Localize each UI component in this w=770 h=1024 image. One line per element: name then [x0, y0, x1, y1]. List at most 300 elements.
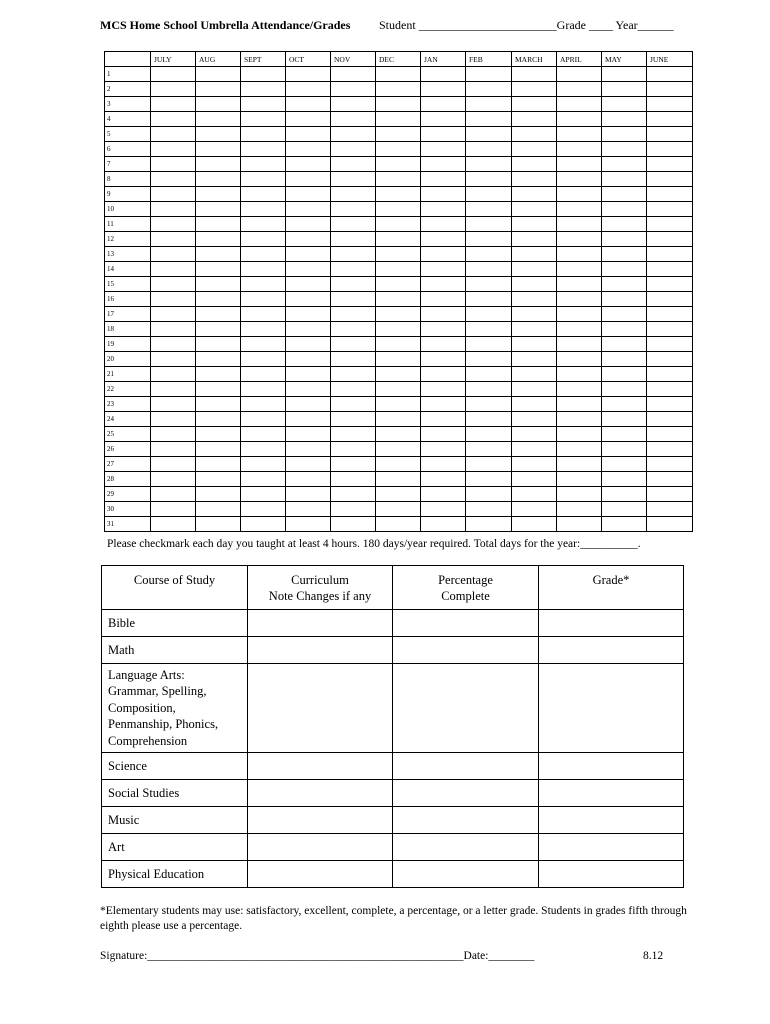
attendance-checkbox-cell[interactable]	[512, 307, 557, 322]
attendance-checkbox-cell[interactable]	[647, 82, 693, 97]
attendance-checkbox-cell[interactable]	[421, 187, 466, 202]
attendance-checkbox-cell[interactable]	[512, 262, 557, 277]
attendance-checkbox-cell[interactable]	[196, 142, 241, 157]
attendance-checkbox-cell[interactable]	[286, 517, 331, 532]
attendance-checkbox-cell[interactable]	[602, 367, 647, 382]
attendance-checkbox-cell[interactable]	[286, 97, 331, 112]
attendance-checkbox-cell[interactable]	[602, 502, 647, 517]
attendance-checkbox-cell[interactable]	[421, 337, 466, 352]
grade-cell[interactable]	[539, 637, 684, 664]
attendance-checkbox-cell[interactable]	[557, 487, 602, 502]
attendance-checkbox-cell[interactable]	[286, 202, 331, 217]
attendance-checkbox-cell[interactable]	[241, 217, 286, 232]
attendance-checkbox-cell[interactable]	[466, 292, 512, 307]
attendance-checkbox-cell[interactable]	[466, 412, 512, 427]
attendance-checkbox-cell[interactable]	[512, 97, 557, 112]
attendance-checkbox-cell[interactable]	[602, 442, 647, 457]
attendance-checkbox-cell[interactable]	[466, 217, 512, 232]
attendance-checkbox-cell[interactable]	[286, 157, 331, 172]
attendance-checkbox-cell[interactable]	[196, 292, 241, 307]
attendance-checkbox-cell[interactable]	[196, 472, 241, 487]
attendance-checkbox-cell[interactable]	[602, 82, 647, 97]
attendance-checkbox-cell[interactable]	[151, 442, 196, 457]
attendance-checkbox-cell[interactable]	[557, 352, 602, 367]
attendance-checkbox-cell[interactable]	[602, 67, 647, 82]
attendance-checkbox-cell[interactable]	[196, 427, 241, 442]
attendance-checkbox-cell[interactable]	[602, 262, 647, 277]
percentage-cell[interactable]	[393, 610, 539, 637]
attendance-checkbox-cell[interactable]	[602, 232, 647, 247]
attendance-checkbox-cell[interactable]	[331, 67, 376, 82]
attendance-checkbox-cell[interactable]	[286, 112, 331, 127]
attendance-checkbox-cell[interactable]	[286, 172, 331, 187]
attendance-checkbox-cell[interactable]	[331, 292, 376, 307]
attendance-checkbox-cell[interactable]	[466, 397, 512, 412]
attendance-checkbox-cell[interactable]	[331, 142, 376, 157]
attendance-checkbox-cell[interactable]	[151, 352, 196, 367]
attendance-checkbox-cell[interactable]	[466, 382, 512, 397]
attendance-checkbox-cell[interactable]	[466, 232, 512, 247]
attendance-checkbox-cell[interactable]	[421, 247, 466, 262]
attendance-checkbox-cell[interactable]	[512, 442, 557, 457]
attendance-checkbox-cell[interactable]	[421, 352, 466, 367]
attendance-checkbox-cell[interactable]	[466, 202, 512, 217]
attendance-checkbox-cell[interactable]	[512, 412, 557, 427]
attendance-checkbox-cell[interactable]	[557, 157, 602, 172]
attendance-checkbox-cell[interactable]	[647, 427, 693, 442]
attendance-checkbox-cell[interactable]	[151, 217, 196, 232]
attendance-checkbox-cell[interactable]	[557, 322, 602, 337]
attendance-checkbox-cell[interactable]	[331, 262, 376, 277]
attendance-checkbox-cell[interactable]	[376, 157, 421, 172]
attendance-checkbox-cell[interactable]	[241, 67, 286, 82]
attendance-checkbox-cell[interactable]	[602, 292, 647, 307]
attendance-checkbox-cell[interactable]	[466, 142, 512, 157]
attendance-checkbox-cell[interactable]	[286, 127, 331, 142]
attendance-checkbox-cell[interactable]	[557, 472, 602, 487]
attendance-checkbox-cell[interactable]	[241, 502, 286, 517]
attendance-checkbox-cell[interactable]	[557, 427, 602, 442]
attendance-checkbox-cell[interactable]	[331, 112, 376, 127]
attendance-checkbox-cell[interactable]	[376, 472, 421, 487]
attendance-checkbox-cell[interactable]	[241, 82, 286, 97]
attendance-checkbox-cell[interactable]	[151, 397, 196, 412]
attendance-checkbox-cell[interactable]	[421, 517, 466, 532]
attendance-checkbox-cell[interactable]	[421, 412, 466, 427]
attendance-checkbox-cell[interactable]	[647, 337, 693, 352]
attendance-checkbox-cell[interactable]	[466, 487, 512, 502]
attendance-checkbox-cell[interactable]	[512, 127, 557, 142]
attendance-checkbox-cell[interactable]	[286, 472, 331, 487]
attendance-checkbox-cell[interactable]	[647, 457, 693, 472]
curriculum-cell[interactable]	[248, 834, 393, 861]
attendance-checkbox-cell[interactable]	[376, 382, 421, 397]
attendance-checkbox-cell[interactable]	[512, 427, 557, 442]
attendance-checkbox-cell[interactable]	[376, 502, 421, 517]
attendance-checkbox-cell[interactable]	[421, 127, 466, 142]
attendance-checkbox-cell[interactable]	[557, 142, 602, 157]
attendance-checkbox-cell[interactable]	[421, 262, 466, 277]
attendance-checkbox-cell[interactable]	[196, 112, 241, 127]
attendance-checkbox-cell[interactable]	[557, 82, 602, 97]
attendance-checkbox-cell[interactable]	[647, 502, 693, 517]
attendance-checkbox-cell[interactable]	[421, 427, 466, 442]
attendance-checkbox-cell[interactable]	[151, 322, 196, 337]
attendance-checkbox-cell[interactable]	[421, 322, 466, 337]
percentage-cell[interactable]	[393, 664, 539, 753]
attendance-checkbox-cell[interactable]	[557, 202, 602, 217]
attendance-checkbox-cell[interactable]	[421, 367, 466, 382]
attendance-checkbox-cell[interactable]	[466, 112, 512, 127]
attendance-checkbox-cell[interactable]	[466, 97, 512, 112]
attendance-checkbox-cell[interactable]	[602, 97, 647, 112]
attendance-checkbox-cell[interactable]	[331, 202, 376, 217]
attendance-checkbox-cell[interactable]	[421, 502, 466, 517]
attendance-checkbox-cell[interactable]	[647, 67, 693, 82]
attendance-checkbox-cell[interactable]	[466, 337, 512, 352]
attendance-checkbox-cell[interactable]	[647, 277, 693, 292]
attendance-checkbox-cell[interactable]	[557, 442, 602, 457]
attendance-checkbox-cell[interactable]	[151, 82, 196, 97]
attendance-checkbox-cell[interactable]	[151, 412, 196, 427]
attendance-checkbox-cell[interactable]	[241, 262, 286, 277]
attendance-checkbox-cell[interactable]	[376, 112, 421, 127]
attendance-checkbox-cell[interactable]	[376, 487, 421, 502]
attendance-checkbox-cell[interactable]	[241, 292, 286, 307]
attendance-checkbox-cell[interactable]	[196, 217, 241, 232]
attendance-checkbox-cell[interactable]	[647, 307, 693, 322]
attendance-checkbox-cell[interactable]	[196, 127, 241, 142]
attendance-checkbox-cell[interactable]	[376, 97, 421, 112]
attendance-checkbox-cell[interactable]	[376, 427, 421, 442]
attendance-checkbox-cell[interactable]	[421, 292, 466, 307]
attendance-checkbox-cell[interactable]	[241, 112, 286, 127]
attendance-checkbox-cell[interactable]	[466, 247, 512, 262]
attendance-checkbox-cell[interactable]	[286, 487, 331, 502]
attendance-checkbox-cell[interactable]	[512, 382, 557, 397]
attendance-checkbox-cell[interactable]	[151, 337, 196, 352]
attendance-checkbox-cell[interactable]	[151, 157, 196, 172]
attendance-checkbox-cell[interactable]	[602, 337, 647, 352]
attendance-checkbox-cell[interactable]	[286, 67, 331, 82]
curriculum-cell[interactable]	[248, 807, 393, 834]
attendance-checkbox-cell[interactable]	[421, 67, 466, 82]
grade-cell[interactable]	[539, 807, 684, 834]
attendance-checkbox-cell[interactable]	[376, 352, 421, 367]
attendance-checkbox-cell[interactable]	[241, 247, 286, 262]
attendance-checkbox-cell[interactable]	[331, 127, 376, 142]
attendance-checkbox-cell[interactable]	[331, 457, 376, 472]
attendance-checkbox-cell[interactable]	[196, 202, 241, 217]
percentage-cell[interactable]	[393, 637, 539, 664]
attendance-checkbox-cell[interactable]	[331, 232, 376, 247]
attendance-checkbox-cell[interactable]	[602, 382, 647, 397]
attendance-checkbox-cell[interactable]	[512, 247, 557, 262]
attendance-checkbox-cell[interactable]	[557, 172, 602, 187]
curriculum-cell[interactable]	[248, 780, 393, 807]
attendance-checkbox-cell[interactable]	[286, 217, 331, 232]
attendance-checkbox-cell[interactable]	[466, 172, 512, 187]
percentage-cell[interactable]	[393, 861, 539, 888]
attendance-checkbox-cell[interactable]	[196, 277, 241, 292]
attendance-checkbox-cell[interactable]	[331, 502, 376, 517]
attendance-checkbox-cell[interactable]	[421, 232, 466, 247]
attendance-checkbox-cell[interactable]	[241, 277, 286, 292]
attendance-checkbox-cell[interactable]	[241, 517, 286, 532]
attendance-checkbox-cell[interactable]	[241, 397, 286, 412]
attendance-checkbox-cell[interactable]	[557, 382, 602, 397]
attendance-checkbox-cell[interactable]	[241, 307, 286, 322]
attendance-checkbox-cell[interactable]	[151, 97, 196, 112]
attendance-checkbox-cell[interactable]	[421, 277, 466, 292]
attendance-checkbox-cell[interactable]	[602, 202, 647, 217]
attendance-checkbox-cell[interactable]	[286, 232, 331, 247]
attendance-checkbox-cell[interactable]	[512, 157, 557, 172]
attendance-checkbox-cell[interactable]	[286, 322, 331, 337]
attendance-checkbox-cell[interactable]	[196, 442, 241, 457]
attendance-checkbox-cell[interactable]	[241, 472, 286, 487]
attendance-checkbox-cell[interactable]	[196, 502, 241, 517]
attendance-checkbox-cell[interactable]	[331, 172, 376, 187]
attendance-checkbox-cell[interactable]	[466, 367, 512, 382]
attendance-checkbox-cell[interactable]	[557, 367, 602, 382]
attendance-checkbox-cell[interactable]	[286, 337, 331, 352]
attendance-checkbox-cell[interactable]	[512, 487, 557, 502]
attendance-checkbox-cell[interactable]	[602, 352, 647, 367]
attendance-checkbox-cell[interactable]	[466, 187, 512, 202]
attendance-checkbox-cell[interactable]	[421, 142, 466, 157]
attendance-checkbox-cell[interactable]	[151, 472, 196, 487]
attendance-checkbox-cell[interactable]	[151, 232, 196, 247]
attendance-checkbox-cell[interactable]	[286, 382, 331, 397]
attendance-checkbox-cell[interactable]	[647, 142, 693, 157]
attendance-checkbox-cell[interactable]	[286, 187, 331, 202]
attendance-checkbox-cell[interactable]	[466, 67, 512, 82]
attendance-checkbox-cell[interactable]	[286, 442, 331, 457]
attendance-checkbox-cell[interactable]	[512, 337, 557, 352]
attendance-checkbox-cell[interactable]	[602, 472, 647, 487]
attendance-checkbox-cell[interactable]	[196, 322, 241, 337]
attendance-checkbox-cell[interactable]	[376, 172, 421, 187]
attendance-checkbox-cell[interactable]	[647, 217, 693, 232]
attendance-checkbox-cell[interactable]	[196, 247, 241, 262]
attendance-checkbox-cell[interactable]	[647, 487, 693, 502]
attendance-checkbox-cell[interactable]	[376, 277, 421, 292]
attendance-checkbox-cell[interactable]	[376, 397, 421, 412]
attendance-checkbox-cell[interactable]	[421, 442, 466, 457]
attendance-checkbox-cell[interactable]	[331, 217, 376, 232]
attendance-checkbox-cell[interactable]	[331, 367, 376, 382]
attendance-checkbox-cell[interactable]	[196, 82, 241, 97]
attendance-checkbox-cell[interactable]	[376, 202, 421, 217]
attendance-checkbox-cell[interactable]	[151, 247, 196, 262]
attendance-checkbox-cell[interactable]	[331, 427, 376, 442]
attendance-checkbox-cell[interactable]	[331, 487, 376, 502]
attendance-checkbox-cell[interactable]	[196, 172, 241, 187]
attendance-checkbox-cell[interactable]	[331, 397, 376, 412]
attendance-checkbox-cell[interactable]	[557, 232, 602, 247]
attendance-checkbox-cell[interactable]	[331, 517, 376, 532]
attendance-checkbox-cell[interactable]	[557, 127, 602, 142]
attendance-checkbox-cell[interactable]	[602, 217, 647, 232]
grade-cell[interactable]	[539, 664, 684, 753]
attendance-checkbox-cell[interactable]	[151, 277, 196, 292]
attendance-checkbox-cell[interactable]	[241, 157, 286, 172]
attendance-checkbox-cell[interactable]	[376, 82, 421, 97]
attendance-checkbox-cell[interactable]	[241, 352, 286, 367]
attendance-checkbox-cell[interactable]	[241, 202, 286, 217]
attendance-checkbox-cell[interactable]	[376, 217, 421, 232]
attendance-checkbox-cell[interactable]	[602, 127, 647, 142]
attendance-checkbox-cell[interactable]	[196, 97, 241, 112]
attendance-checkbox-cell[interactable]	[151, 367, 196, 382]
attendance-checkbox-cell[interactable]	[421, 487, 466, 502]
attendance-checkbox-cell[interactable]	[331, 382, 376, 397]
attendance-checkbox-cell[interactable]	[512, 112, 557, 127]
attendance-checkbox-cell[interactable]	[557, 67, 602, 82]
attendance-checkbox-cell[interactable]	[557, 247, 602, 262]
attendance-checkbox-cell[interactable]	[421, 217, 466, 232]
attendance-checkbox-cell[interactable]	[557, 262, 602, 277]
attendance-checkbox-cell[interactable]	[557, 112, 602, 127]
attendance-checkbox-cell[interactable]	[331, 472, 376, 487]
attendance-checkbox-cell[interactable]	[196, 397, 241, 412]
attendance-checkbox-cell[interactable]	[151, 187, 196, 202]
attendance-checkbox-cell[interactable]	[512, 292, 557, 307]
attendance-checkbox-cell[interactable]	[512, 187, 557, 202]
attendance-checkbox-cell[interactable]	[376, 292, 421, 307]
attendance-checkbox-cell[interactable]	[241, 457, 286, 472]
attendance-checkbox-cell[interactable]	[602, 277, 647, 292]
attendance-checkbox-cell[interactable]	[376, 127, 421, 142]
attendance-checkbox-cell[interactable]	[376, 442, 421, 457]
attendance-checkbox-cell[interactable]	[466, 517, 512, 532]
grade-cell[interactable]	[539, 861, 684, 888]
attendance-checkbox-cell[interactable]	[647, 472, 693, 487]
attendance-checkbox-cell[interactable]	[241, 127, 286, 142]
attendance-checkbox-cell[interactable]	[557, 502, 602, 517]
attendance-checkbox-cell[interactable]	[512, 67, 557, 82]
attendance-checkbox-cell[interactable]	[376, 337, 421, 352]
attendance-checkbox-cell[interactable]	[557, 217, 602, 232]
attendance-checkbox-cell[interactable]	[196, 262, 241, 277]
attendance-checkbox-cell[interactable]	[512, 322, 557, 337]
attendance-checkbox-cell[interactable]	[286, 247, 331, 262]
attendance-checkbox-cell[interactable]	[196, 157, 241, 172]
attendance-checkbox-cell[interactable]	[466, 157, 512, 172]
attendance-checkbox-cell[interactable]	[241, 487, 286, 502]
attendance-checkbox-cell[interactable]	[602, 112, 647, 127]
attendance-checkbox-cell[interactable]	[647, 247, 693, 262]
curriculum-cell[interactable]	[248, 664, 393, 753]
attendance-checkbox-cell[interactable]	[196, 337, 241, 352]
attendance-checkbox-cell[interactable]	[286, 307, 331, 322]
attendance-checkbox-cell[interactable]	[466, 322, 512, 337]
attendance-checkbox-cell[interactable]	[376, 67, 421, 82]
attendance-checkbox-cell[interactable]	[512, 142, 557, 157]
attendance-checkbox-cell[interactable]	[241, 172, 286, 187]
grade-cell[interactable]	[539, 753, 684, 780]
attendance-checkbox-cell[interactable]	[647, 97, 693, 112]
percentage-cell[interactable]	[393, 753, 539, 780]
attendance-checkbox-cell[interactable]	[151, 427, 196, 442]
attendance-checkbox-cell[interactable]	[512, 397, 557, 412]
attendance-checkbox-cell[interactable]	[331, 247, 376, 262]
attendance-checkbox-cell[interactable]	[647, 262, 693, 277]
attendance-checkbox-cell[interactable]	[602, 187, 647, 202]
attendance-checkbox-cell[interactable]	[151, 127, 196, 142]
curriculum-cell[interactable]	[248, 753, 393, 780]
attendance-checkbox-cell[interactable]	[647, 352, 693, 367]
attendance-checkbox-cell[interactable]	[241, 337, 286, 352]
attendance-checkbox-cell[interactable]	[602, 322, 647, 337]
attendance-checkbox-cell[interactable]	[421, 82, 466, 97]
attendance-checkbox-cell[interactable]	[557, 412, 602, 427]
attendance-checkbox-cell[interactable]	[466, 352, 512, 367]
attendance-checkbox-cell[interactable]	[286, 502, 331, 517]
attendance-checkbox-cell[interactable]	[602, 517, 647, 532]
attendance-checkbox-cell[interactable]	[196, 67, 241, 82]
attendance-checkbox-cell[interactable]	[196, 412, 241, 427]
attendance-checkbox-cell[interactable]	[376, 232, 421, 247]
grade-cell[interactable]	[539, 610, 684, 637]
attendance-checkbox-cell[interactable]	[647, 517, 693, 532]
attendance-checkbox-cell[interactable]	[647, 202, 693, 217]
attendance-checkbox-cell[interactable]	[647, 382, 693, 397]
attendance-checkbox-cell[interactable]	[421, 397, 466, 412]
attendance-checkbox-cell[interactable]	[421, 382, 466, 397]
attendance-checkbox-cell[interactable]	[331, 277, 376, 292]
attendance-checkbox-cell[interactable]	[602, 397, 647, 412]
attendance-checkbox-cell[interactable]	[286, 352, 331, 367]
attendance-checkbox-cell[interactable]	[466, 472, 512, 487]
attendance-checkbox-cell[interactable]	[376, 322, 421, 337]
attendance-checkbox-cell[interactable]	[286, 277, 331, 292]
attendance-checkbox-cell[interactable]	[512, 502, 557, 517]
curriculum-cell[interactable]	[248, 610, 393, 637]
attendance-checkbox-cell[interactable]	[241, 97, 286, 112]
attendance-checkbox-cell[interactable]	[647, 187, 693, 202]
attendance-checkbox-cell[interactable]	[466, 442, 512, 457]
attendance-checkbox-cell[interactable]	[376, 457, 421, 472]
attendance-checkbox-cell[interactable]	[647, 127, 693, 142]
attendance-checkbox-cell[interactable]	[466, 457, 512, 472]
attendance-checkbox-cell[interactable]	[421, 202, 466, 217]
attendance-checkbox-cell[interactable]	[151, 262, 196, 277]
attendance-checkbox-cell[interactable]	[286, 397, 331, 412]
attendance-checkbox-cell[interactable]	[331, 322, 376, 337]
curriculum-cell[interactable]	[248, 861, 393, 888]
attendance-checkbox-cell[interactable]	[557, 307, 602, 322]
attendance-checkbox-cell[interactable]	[241, 442, 286, 457]
attendance-checkbox-cell[interactable]	[512, 457, 557, 472]
attendance-checkbox-cell[interactable]	[466, 277, 512, 292]
attendance-checkbox-cell[interactable]	[466, 127, 512, 142]
attendance-checkbox-cell[interactable]	[512, 172, 557, 187]
attendance-checkbox-cell[interactable]	[512, 232, 557, 247]
attendance-checkbox-cell[interactable]	[286, 427, 331, 442]
attendance-checkbox-cell[interactable]	[331, 307, 376, 322]
attendance-checkbox-cell[interactable]	[241, 427, 286, 442]
curriculum-cell[interactable]	[248, 637, 393, 664]
attendance-checkbox-cell[interactable]	[196, 487, 241, 502]
attendance-checkbox-cell[interactable]	[241, 142, 286, 157]
attendance-checkbox-cell[interactable]	[331, 97, 376, 112]
attendance-checkbox-cell[interactable]	[151, 487, 196, 502]
attendance-checkbox-cell[interactable]	[602, 457, 647, 472]
attendance-checkbox-cell[interactable]	[286, 82, 331, 97]
percentage-cell[interactable]	[393, 834, 539, 861]
